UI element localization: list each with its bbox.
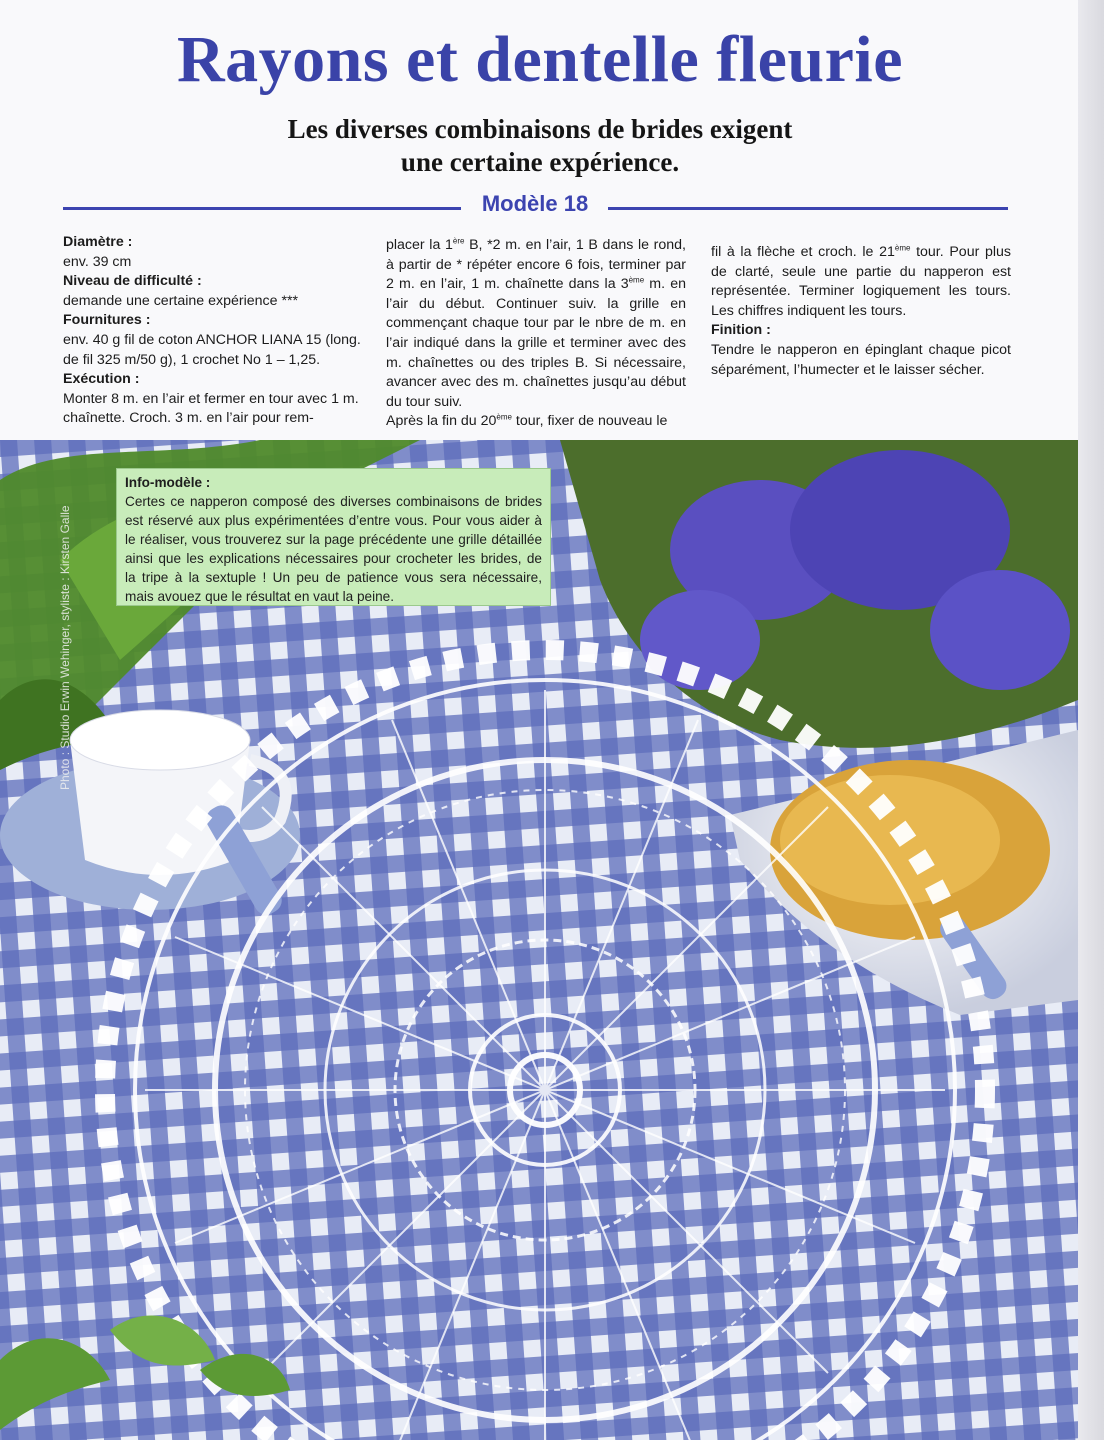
text-run: tour, fixer de nouveau le (511, 413, 668, 430)
text-run: placer la 1 (386, 237, 453, 253)
finishing-value: Tendre le napperon en épinglant chaque picot séparément, l’humecter et le laisser sécher. (711, 341, 1011, 378)
subtitle-line-1: Les diverses combinaisons de brides exigent (287, 114, 793, 144)
finishing-heading: Finition : (711, 322, 771, 339)
continuation-paragraph (711, 243, 1011, 321)
info-heading: Info-modèle : (125, 475, 211, 490)
text-run: tour. Pour plus de clarté, seule une partie du napperon est représentée. Terminer logiquement les tours. Les chiffres indiquent les tours. (711, 244, 1011, 319)
execution-paragraph (386, 236, 686, 412)
superscript: ère (452, 236, 465, 246)
model-label: Modèle 18 (481, 191, 589, 216)
page-title: Rayons et dentelle fleurie (176, 23, 903, 96)
execution-value: Monter 8 m. en l’air et fermer en tour avec 1 m. chaînette. Croch. 3 m. en l’air pour rem- (63, 390, 359, 427)
text-run: B, *2 m. en l’air, 1 B dans le rond, à partir de * répéter encore 6 fois, terminer par 2 m. en l’air, 1 m. chaînette dans la 3 (386, 237, 686, 293)
page-edge (1078, 0, 1104, 1440)
info-text: Certes ce napperon composé des diverses combinaisons de brides est réservé aux plus expérimentées d’entre vous. Pour vous aider à le réaliser, vous trouverez sur la page précédente une grille détaillée ainsi que les explications nécessaires pour crocheter les brides, de la tripe à la sextuple ! Un peu de patience vous sera nécessaire, mais avouez que le résultat en vaut la peine. (125, 494, 542, 604)
diameter-heading: Diamètre : (63, 234, 133, 250)
photo-credit-text: Photo : Studio Erwin Wehinger, styliste : Kirsten Galle (58, 505, 72, 790)
text-run: m. en l’air du début. Continuer suiv. la grille en commençant chaque tour par le nbre de m. en l’air indiqué dans la grille et terminer avec des m. chaînettes ou des triples B. Si nécessaire, avancer avec des m. chaînettes jusqu’au début du tour suiv. (386, 276, 686, 410)
page-subtitle (180, 113, 900, 179)
superscript: ème (496, 412, 512, 422)
execution-heading: Exécution : (63, 371, 140, 388)
divider-right (608, 207, 1008, 210)
text-column-2 (386, 236, 686, 432)
superscript: ème (628, 275, 645, 285)
difficulty-value: demande une certaine expérience *** (63, 292, 299, 309)
supplies-heading: Fournitures : (63, 312, 151, 329)
superscript: ème (894, 243, 911, 253)
supplies-value: env. 40 g fil de coton ANCHOR LIANA 15 (long. de fil 325 m/50 g), 1 crochet No 1 – 1,25. (63, 331, 361, 368)
subtitle-line-2: une certaine expérience. (400, 147, 680, 177)
diameter-value: env. 39 cm (63, 253, 132, 270)
text-run: fil à la flèche et croch. le 21 (711, 244, 895, 260)
photo-credit (58, 470, 76, 790)
text-column-3 (711, 243, 1011, 380)
text-run: Après la fin du 20 (386, 413, 497, 430)
difficulty-heading: Niveau de difficulté : (63, 273, 202, 290)
after-round-paragraph (386, 412, 686, 432)
text-column-1 (63, 233, 363, 429)
divider-left (63, 207, 461, 210)
info-box (116, 468, 551, 606)
